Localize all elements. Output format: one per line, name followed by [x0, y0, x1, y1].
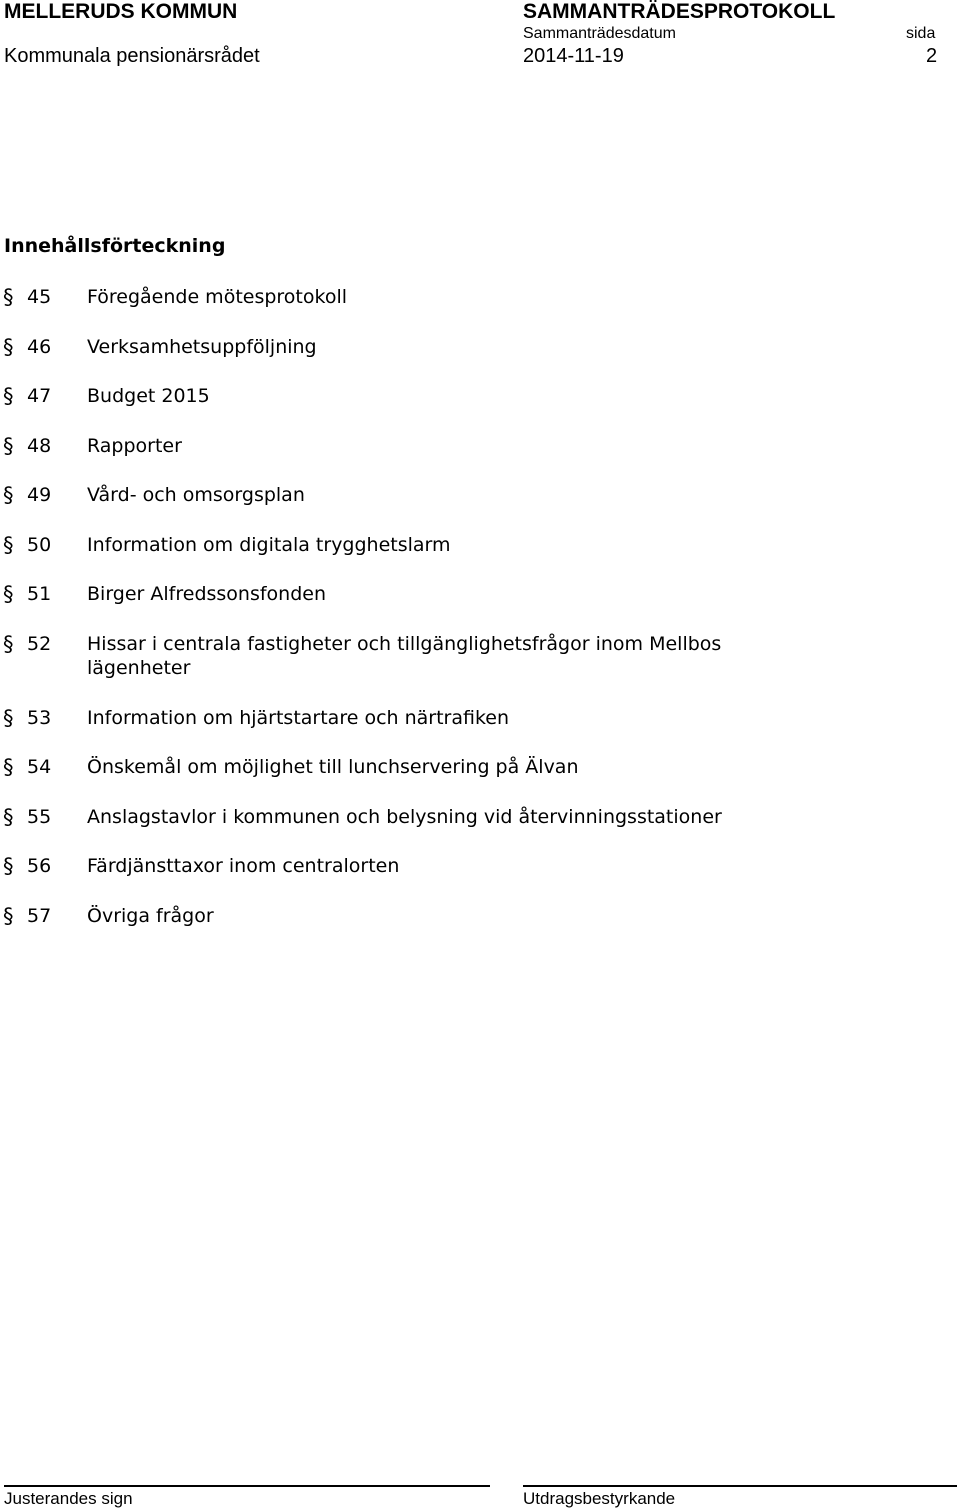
section-symbol: § [3, 334, 14, 359]
section-symbol: § [3, 903, 14, 928]
toc-title: Innehållsförteckning [4, 235, 226, 257]
footer-sign-label: Justerandes sign [4, 1489, 133, 1508]
toc-item [0, 632, 960, 681]
toc-item [0, 706, 960, 731]
section-symbol: § [3, 804, 14, 829]
toc-list [0, 285, 960, 953]
toc-item-number: 51 [27, 583, 52, 605]
section-symbol: § [3, 384, 14, 408]
toc-item-title: Information om hjärtstartare och närtrafiken [87, 706, 510, 729]
toc-item-number: 45 [27, 286, 52, 308]
toc-item-title: Vård- och omsorgsplan [87, 484, 305, 506]
toc-item [0, 904, 960, 929]
toc-item-title: Övriga frågor [87, 904, 214, 927]
toc-item [0, 483, 960, 508]
committee-name: Kommunala pensionärsrådet [4, 45, 260, 67]
toc-item [0, 755, 960, 780]
toc-item-title: Information om digitala trygghetslarm [87, 533, 451, 556]
section-symbol: § [3, 285, 14, 309]
section-symbol: § [3, 582, 14, 606]
toc-item-number: 52 [27, 632, 52, 655]
toc-item-title: Föregående mötesprotokoll [87, 286, 348, 308]
meeting-date: 2014-11-19 [523, 45, 624, 67]
toc-item [0, 285, 960, 310]
page-number: 2 [926, 45, 938, 67]
toc-item-title: Birger Alfredssonsfonden [87, 583, 327, 605]
toc-item [0, 582, 960, 607]
toc-item [0, 854, 960, 879]
section-symbol: § [3, 755, 14, 779]
page-label: sida [906, 25, 936, 42]
toc-item [0, 384, 960, 409]
toc-item-number: 54 [27, 756, 52, 778]
toc-item-title: Hissar i centrala fastigheter och tillgänglighetsfrågor inom Mellbos lägenheter [87, 632, 722, 679]
toc-item-number: 56 [27, 855, 52, 877]
section-symbol: § [3, 483, 14, 507]
footer-divider-left [4, 1485, 490, 1487]
section-symbol: § [3, 631, 14, 656]
toc-item-number: 46 [27, 335, 52, 358]
date-label: Sammanträdesdatum [523, 25, 676, 42]
org-name: MELLERUDS KOMMUN [4, 0, 238, 23]
footer-extract-label: Utdragsbestyrkande [523, 1489, 676, 1508]
toc-item-title: Rapporter [87, 434, 182, 457]
toc-item-title: Önskemål om möjlighet till lunchservering på Älvan [87, 756, 579, 778]
toc-item-title: Färdjänsttaxor inom centralorten [87, 855, 400, 877]
toc-item-number: 50 [27, 533, 52, 556]
toc-item-number: 53 [27, 706, 52, 729]
toc-item-title: Anslagstavlor i kommunen och belysning vid återvinningsstationer [87, 805, 722, 828]
toc-item-number: 49 [27, 484, 52, 506]
toc-item [0, 533, 960, 558]
toc-item [0, 805, 960, 830]
section-symbol: § [3, 532, 14, 557]
toc-item [0, 335, 960, 360]
toc-item [0, 434, 960, 459]
section-symbol: § [3, 705, 14, 730]
footer-divider-right [523, 1485, 957, 1487]
toc-item-title: Budget 2015 [87, 385, 210, 407]
section-symbol: § [3, 854, 14, 878]
toc-item-number: 47 [27, 385, 52, 407]
section-symbol: § [3, 433, 14, 458]
toc-item-title: Verksamhetsuppföljning [87, 335, 317, 358]
toc-item-number: 55 [27, 805, 52, 828]
document-type: SAMMANTRÄDESPROTOKOLL [523, 0, 836, 23]
toc-item-number: 57 [27, 904, 52, 927]
toc-item-number: 48 [27, 434, 52, 457]
